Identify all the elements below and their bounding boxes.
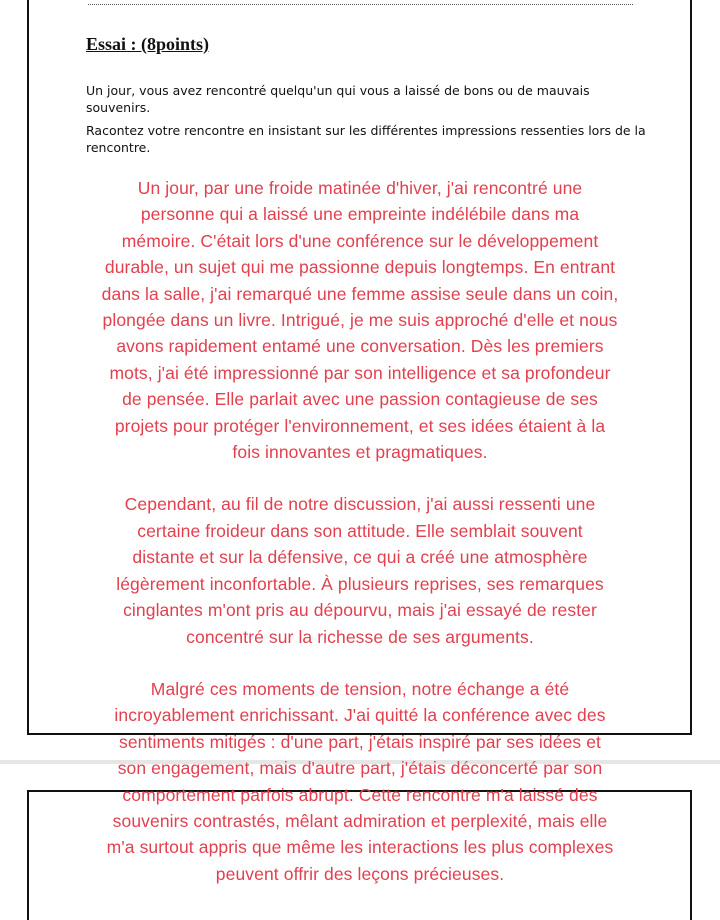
prompt-line: Racontez votre rencontre en insistant sur les différentes impressions ressenties lors de la rencontre.: [86, 123, 646, 155]
essay-line: personne qui a laissé une empreinte indélébile dans ma: [140, 204, 580, 225]
essay-line: Cependant, au fil de notre discussion, j'ai aussi ressenti une: [124, 494, 596, 515]
essay-heading: Essai : (8points): [86, 34, 210, 54]
essay-line: cinglantes m'ont pris au dépourvu, mais j'ai essayé de rester: [123, 600, 597, 621]
essay-line: comportement parfois abrupt. Cette rencontre m'a laissé des: [122, 784, 598, 805]
dotted-rule: [88, 4, 633, 5]
essay-line: durable, un sujet qui me passionne depuis longtemps. En entrant: [104, 257, 616, 278]
essay-line: plongée dans un livre. Intrigué, je me suis approché d'elle et nous: [102, 310, 618, 331]
prompt-line: Un jour, vous avez rencontré quelqu'un qui vous a laissé de bons ou de mauvais souvenirs.: [86, 83, 590, 115]
essay-line: peuvent offrir des leçons précieuses.: [215, 863, 505, 884]
essay-paragraph: [0, 676, 720, 887]
essay-line: mémoire. C'était lors d'une conférence sur le développement: [121, 230, 599, 251]
essay-line: concentré sur la richesse de ses arguments.: [186, 626, 534, 647]
essay-line: sentiments mitigés : d'une part, j'étais inspiré par ses idées et: [118, 731, 602, 752]
essay-paragraph: [0, 491, 720, 649]
essay-line: souvenirs contrastés, mêlant admiration et perplexité, mais elle: [112, 810, 608, 831]
essay-line: de pensée. Elle parlait avec une passion contagieuse de ses: [122, 389, 598, 410]
essay-line: certaine froideur dans son attitude. Elle semblait souvent: [137, 520, 583, 541]
essay-line: Un jour, par une froide matinée d'hiver, j'ai rencontré une: [137, 178, 583, 198]
essay-line: distante et sur la défensive, ce qui a créé une atmosphère: [132, 547, 588, 568]
essay-text: [0, 175, 720, 913]
essay-line: m'a surtout appris que même les interactions les plus complexes: [106, 837, 614, 858]
essay-line: fois innovantes et pragmatiques.: [232, 442, 488, 463]
essay-paragraph: [0, 175, 720, 465]
essay-line: mots, j'ai été impressionné par son intelligence et sa profondeur: [109, 362, 611, 383]
essay-line: dans la salle, j'ai remarqué une femme assise seule dans un coin,: [101, 283, 619, 304]
essay-line: avons rapidement entamé une conversation. Dès les premiers: [116, 336, 604, 357]
essay-prompt: [86, 82, 646, 162]
essay-line: son engagement, mais d'autre part, j'étais déconcerté par son: [117, 758, 603, 779]
essay-line: projets pour protéger l'environnement, et ses idées étaient à la: [114, 415, 606, 436]
essay-line: incroyablement enrichissant. J'ai quitté la conférence avec des: [114, 705, 606, 726]
essay-line: légèrement inconfortable. À plusieurs reprises, ses remarques: [116, 573, 604, 594]
essay-line: Malgré ces moments de tension, notre échange a été: [150, 678, 570, 699]
